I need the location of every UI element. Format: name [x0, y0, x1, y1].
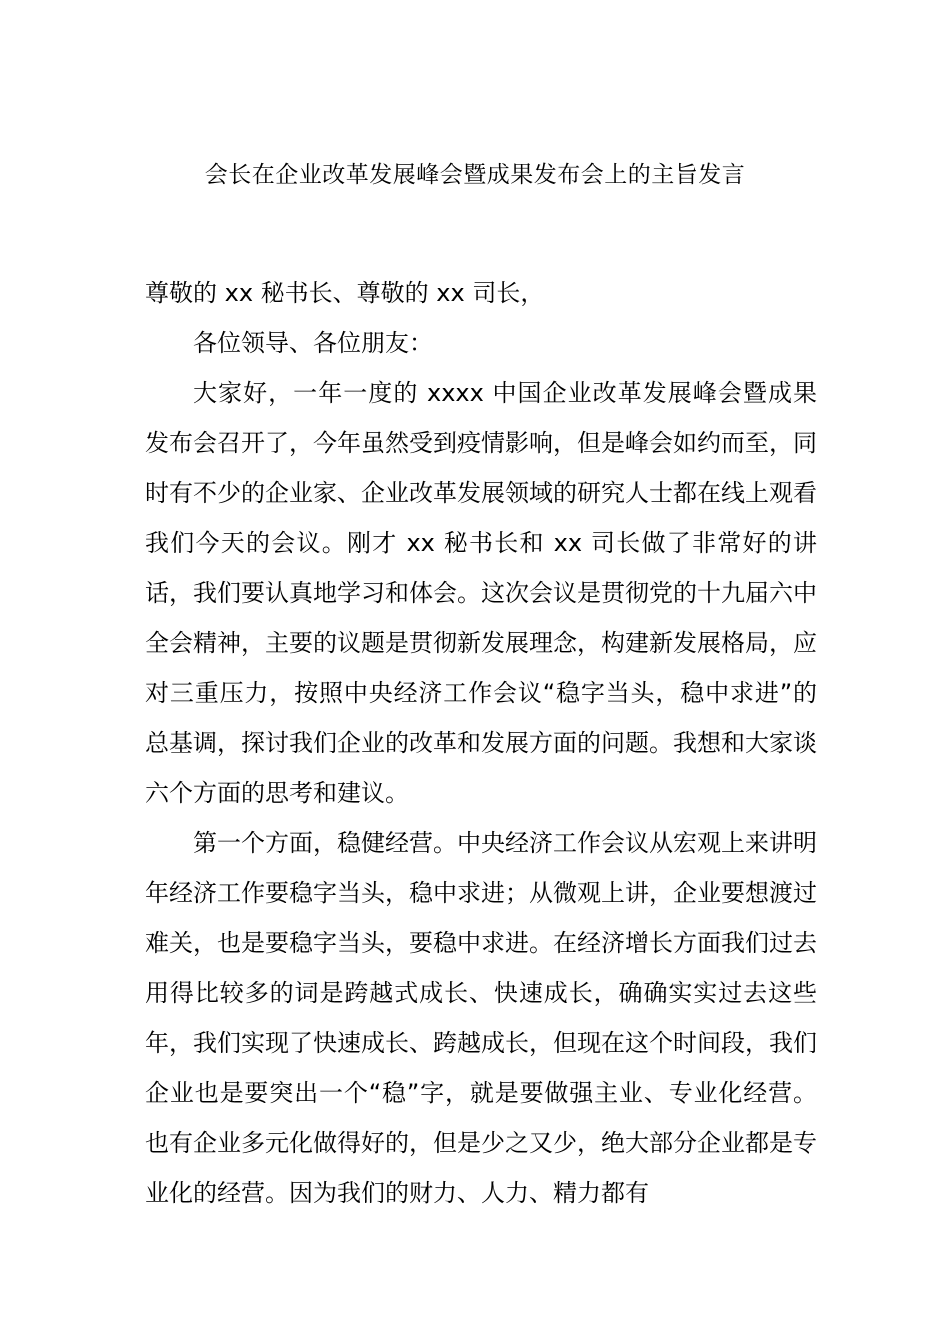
document-title: 会长在企业改革发展峰会暨成果发布会上的主旨发言 — [204, 162, 746, 188]
greeting: 各位领导、各位朋友： — [193, 329, 433, 357]
salutation: 尊敬的 xx 秘书长、尊敬的 xx 司长， — [145, 279, 545, 307]
document-body — [145, 268, 817, 1218]
paragraph-opening: 大家好，一年一度的 xxxx 中国企业改革发展峰会暨成果发布会召开了，今年虽然受到疫情影响，但是峰会如约而至，同时有不少的企业家、企业改革发展领域的研究人士都在线上观看我们今天的会议。刚才 xx 秘书长和 xx 司长做了非常好的讲话，我们要认真地学习和体会。这次会议是贯彻党的十九届六中全会精神，主要的议题是贯彻新发展理念，构建新发展格局，应对三重压力，按照中央经济工作会议“稳字当头，稳中求进”的总基调，探讨我们企业的改革和发展方面的问题。我想和大家谈六个方面的思考和建议。 — [145, 379, 817, 807]
paragraph-first-aspect: 第一个方面，稳健经营。中央经济工作会议从宏观上来讲明年经济工作要稳字当头，稳中求进；从微观上讲，企业要想渡过难关，也是要稳字当头，要稳中求进。在经济增长方面我们过去用得比较多的词是跨越式成长、快速成长，确确实实过去这些年，我们实现了快速成长、跨越成长，但现在这个时间段，我们企业也是要突出一个“稳”字，就是要做强主业、专业化经营。也有企业多元化做得好的，但是少之又少，绝大部分企业都是专业化的经营。因为我们的财力、人力、精力都有 — [145, 829, 817, 1207]
